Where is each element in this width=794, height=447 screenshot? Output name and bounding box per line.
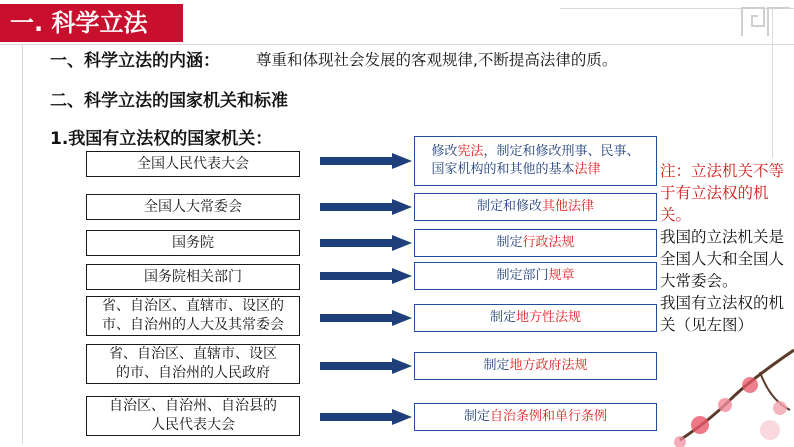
- organ-box: 省、自治区、直辖市、设区 的市、自治州的人民政府: [86, 344, 300, 384]
- power-highlight: 地方性法规: [516, 310, 582, 325]
- note-box: [660, 160, 790, 336]
- power-text: 制定: [483, 358, 510, 373]
- power-text: 制定: [489, 310, 516, 325]
- note-red: 注：立法机关不等于有立法权的机关。: [660, 162, 785, 224]
- organ-box: 全国人大常委会: [86, 194, 300, 220]
- organ-box: 国务院: [86, 230, 300, 256]
- power-highlight: 其他法律: [542, 199, 595, 214]
- sub1-heading: 1.我国有立法权的国家机关：: [50, 129, 273, 149]
- power-text: 修改: [431, 144, 458, 159]
- power-text: 制定: [463, 409, 490, 424]
- frame-border: [560, 8, 794, 9]
- frame-border: [22, 44, 23, 444]
- frame-border: [772, 8, 773, 158]
- power-highlight: 自治条例和单行条例: [490, 409, 608, 424]
- power-box: [414, 193, 657, 221]
- plum-blossom-decoration: [640, 330, 794, 447]
- right-arrow-icon: [320, 268, 412, 284]
- right-arrow-icon: [320, 235, 412, 251]
- power-highlight: 地方政府法规: [509, 358, 588, 373]
- note-text2: 我国有立法权的机关（见左图）: [660, 294, 785, 334]
- power-text: 制定部门: [496, 268, 549, 283]
- power-box: [414, 262, 657, 290]
- right-arrow-icon: [320, 153, 412, 169]
- power-highlight: 法律: [574, 162, 601, 177]
- organ-box: 省、自治区、直辖市、设区的 市、自治州的人大及其常委会: [86, 296, 300, 336]
- note-text1: 我国的立法机关是全国人大和全国人大常委会。: [660, 228, 785, 290]
- power-box: [414, 304, 657, 332]
- page-title: 一. 科学立法: [0, 4, 183, 42]
- section1-heading: 一、科学立法的内涵：: [50, 51, 220, 71]
- right-arrow-icon: [320, 358, 412, 374]
- power-box: [414, 229, 657, 257]
- section2-heading: 二、科学立法的国家机关和标准: [50, 91, 288, 111]
- right-arrow-icon: [320, 310, 412, 326]
- right-arrow-icon: [320, 199, 412, 215]
- power-box: [414, 352, 657, 380]
- organ-box: 全国人民代表大会: [86, 151, 300, 177]
- organ-box: 自治区、自治州、自治县的 人民代表大会: [86, 396, 300, 436]
- power-text: 制定: [496, 235, 523, 250]
- power-box: [414, 136, 657, 186]
- power-text: ，制定和修改刑事、民事、: [483, 144, 640, 159]
- power-box: [414, 403, 657, 431]
- power-highlight: 规章: [548, 268, 575, 283]
- power-text: 国家机构的和其他的基本: [431, 162, 575, 177]
- right-arrow-icon: [320, 409, 412, 425]
- section1-text: 尊重和体现社会发展的客观规律,不断提高法律的质。: [256, 51, 618, 69]
- organ-box: 国务院相关部门: [86, 264, 300, 290]
- power-highlight: 行政法规: [522, 235, 575, 250]
- power-highlight: 宪法: [457, 144, 484, 159]
- power-text: 制定和修改: [476, 199, 542, 214]
- frame-border: [0, 44, 794, 45]
